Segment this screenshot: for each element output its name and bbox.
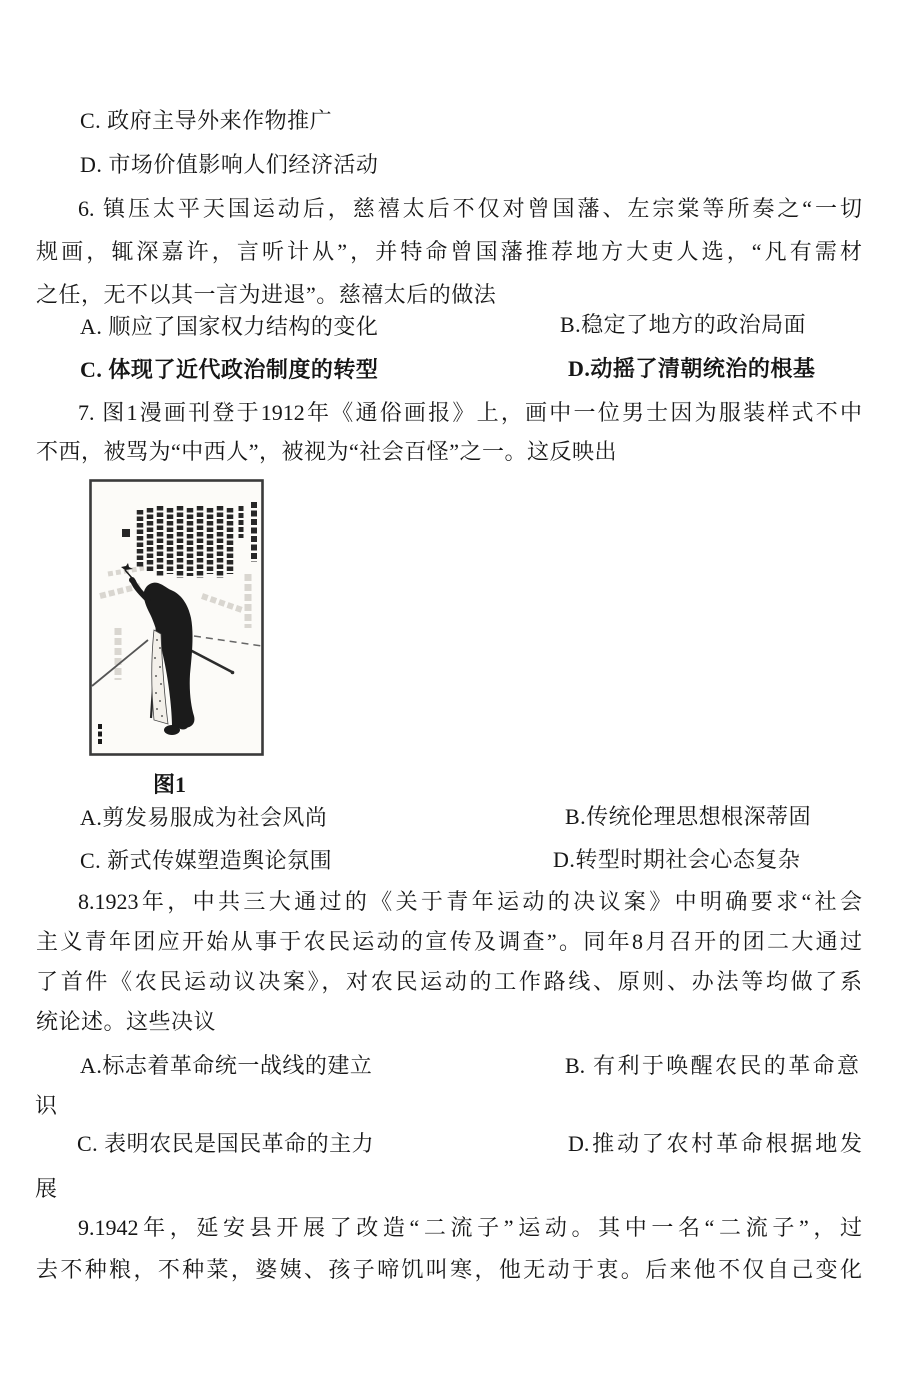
q6-option-a: A. 顺应了国家权力结构的变化 bbox=[80, 314, 379, 339]
q7-option-a: A.剪发易服成为社会风尚 bbox=[80, 805, 328, 830]
q6-stem-line2: 规画，辄深嘉许，言听计从”，并特命曾国藩推荐地方大吏人选，“凡有需材 bbox=[36, 239, 862, 264]
q8-stem-line3: 了首件《农民运动议决案》，对农民运动的工作路线、原则、办法等均做了系 bbox=[36, 969, 862, 994]
q8-option-d-overflow: 展 bbox=[35, 1176, 58, 1201]
q7-stem-line1: 7. 图1漫画刊登于1912年《通俗画报》上，画中一位男士因为服装样式不中 bbox=[78, 400, 862, 425]
q8-option-d: D.推动了农村革命根据地发 bbox=[568, 1131, 862, 1156]
q9-stem-line2: 去不种粮，不种菜，婆姨、孩子啼饥叫寒，他无动于衷。后来他不仅自己变化 bbox=[36, 1257, 862, 1282]
q6-stem-line1: 6. 镇压太平天国运动后，慈禧太后不仅对曾国藩、左宗棠等所奏之“一切 bbox=[78, 196, 862, 221]
q8-option-a: A.标志着革命统一战线的建立 bbox=[80, 1053, 373, 1078]
q8-option-b: B. 有利于唤醒农民的革命意 bbox=[565, 1053, 859, 1078]
q8-option-c: C. 表明农民是国民革命的主力 bbox=[77, 1131, 375, 1156]
q9-stem-line1: 9.1942年，延安县开展了改造“二流子”运动。其中一名“二流子”，过 bbox=[78, 1215, 862, 1240]
q8-stem-line4: 统论述。这些决议 bbox=[36, 1009, 217, 1034]
q6-option-c: C. 体现了近代政治制度的转型 bbox=[80, 357, 379, 382]
q7-option-d: D.转型时期社会心态复杂 bbox=[553, 847, 801, 872]
q5-option-c: C. 政府主导外来作物推广 bbox=[80, 108, 333, 133]
q7-stem-line2: 不西，被骂为“中西人”，被视为“社会百怪”之一。这反映出 bbox=[36, 439, 618, 464]
q8-option-b-overflow: 识 bbox=[35, 1093, 58, 1118]
q5-option-d: D. 市场价值影响人们经济活动 bbox=[80, 152, 379, 177]
q6-option-b: B.稳定了地方的政治局面 bbox=[560, 312, 807, 337]
q6-option-d: D.动摇了清朝统治的根基 bbox=[568, 356, 816, 381]
figure1-caption: 图1 bbox=[153, 772, 187, 797]
q7-option-c: C. 新式传媒塑造舆论氛围 bbox=[80, 848, 333, 873]
q8-stem-line2: 主义青年团应开始从事于农民运动的宣传及调查”。同年8月召开的团二大通过 bbox=[36, 929, 862, 954]
figure1-cartoon-illustration bbox=[88, 478, 266, 758]
q7-option-b: B.传统伦理思想根深蒂固 bbox=[565, 804, 812, 829]
q8-stem-line1: 8.1923年，中共三大通过的《关于青年运动的决议案》中明确要求“社会 bbox=[78, 889, 862, 914]
q6-stem-line3: 之任，无不以其一言为进退”。慈禧太后的做法 bbox=[36, 282, 497, 307]
